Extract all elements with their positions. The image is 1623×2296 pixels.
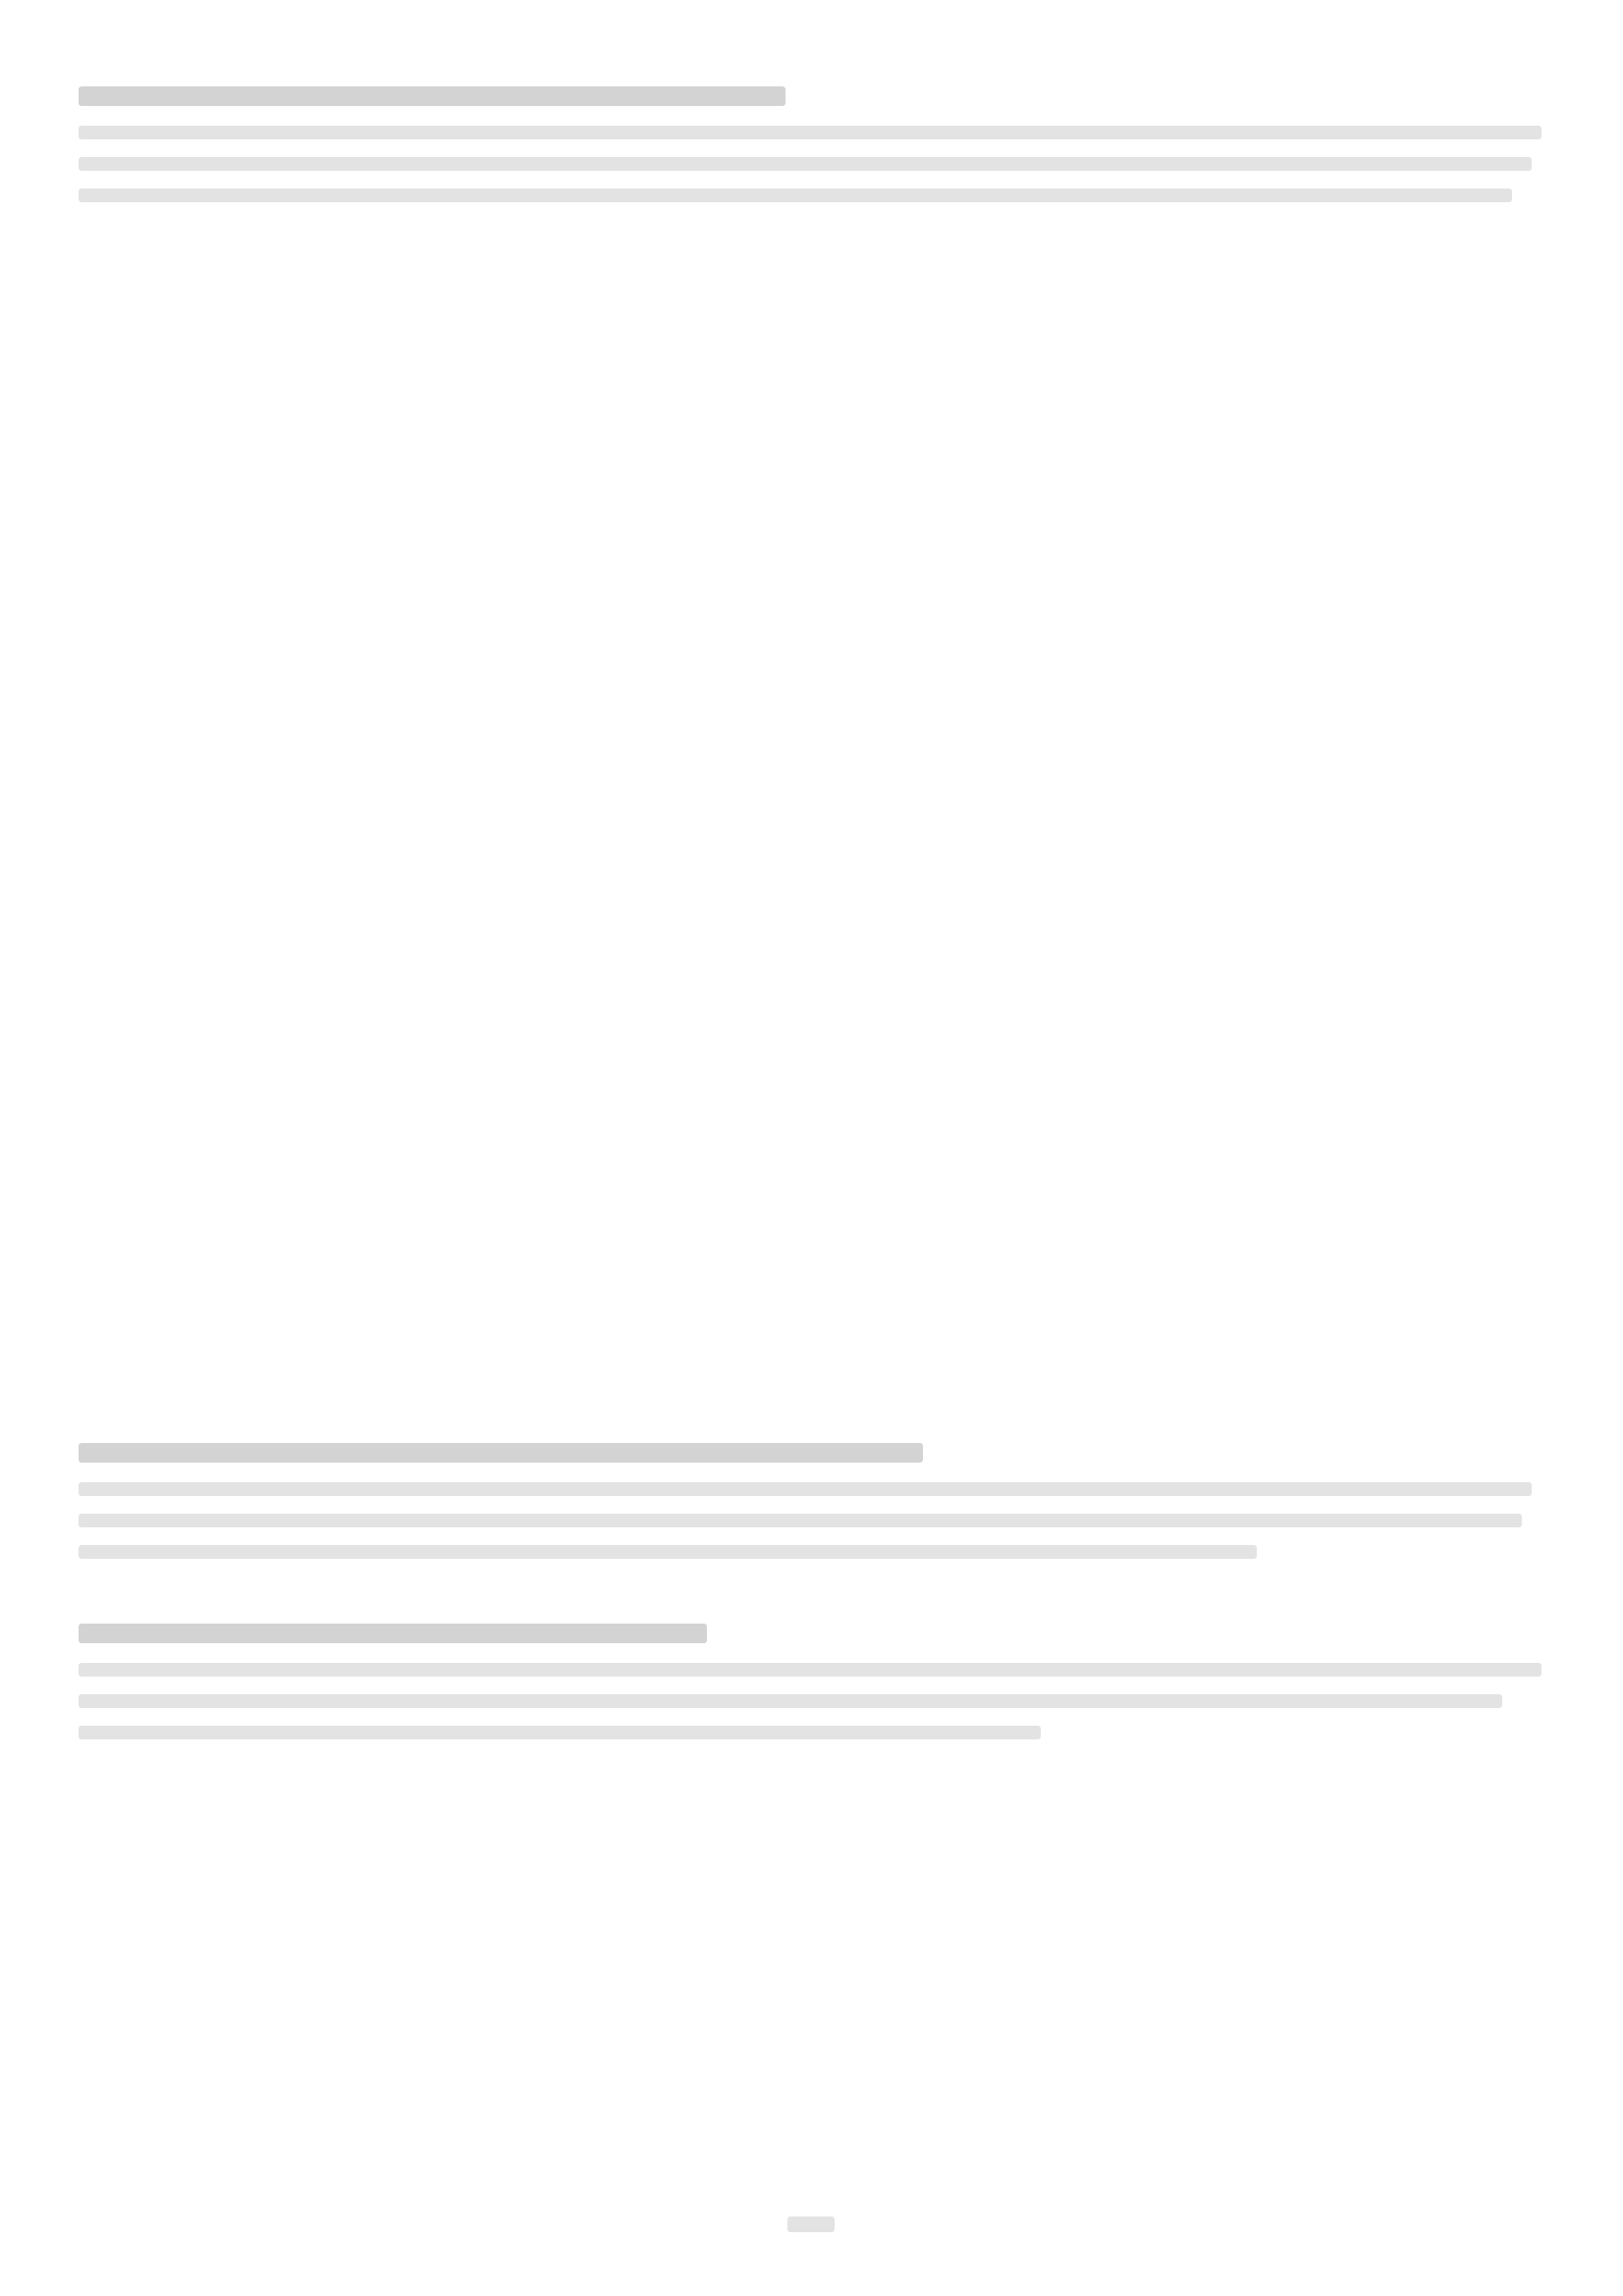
heading-placeholder: [79, 86, 785, 106]
text-line-placeholder: [79, 126, 1542, 139]
text-line-placeholder: [79, 1663, 1542, 1677]
text-line-placeholder: [79, 1694, 1502, 1708]
text-line-placeholder: [79, 1482, 1532, 1496]
text-line-placeholder: [79, 1545, 1257, 1559]
text-line-placeholder: [79, 1726, 1041, 1739]
heading-placeholder: [79, 1624, 707, 1643]
page-number-placeholder: [787, 2216, 835, 2232]
text-line-placeholder: [79, 157, 1532, 171]
text-line-placeholder: [79, 1514, 1522, 1527]
heading-placeholder: [79, 1443, 923, 1463]
text-line-placeholder: [79, 188, 1512, 202]
